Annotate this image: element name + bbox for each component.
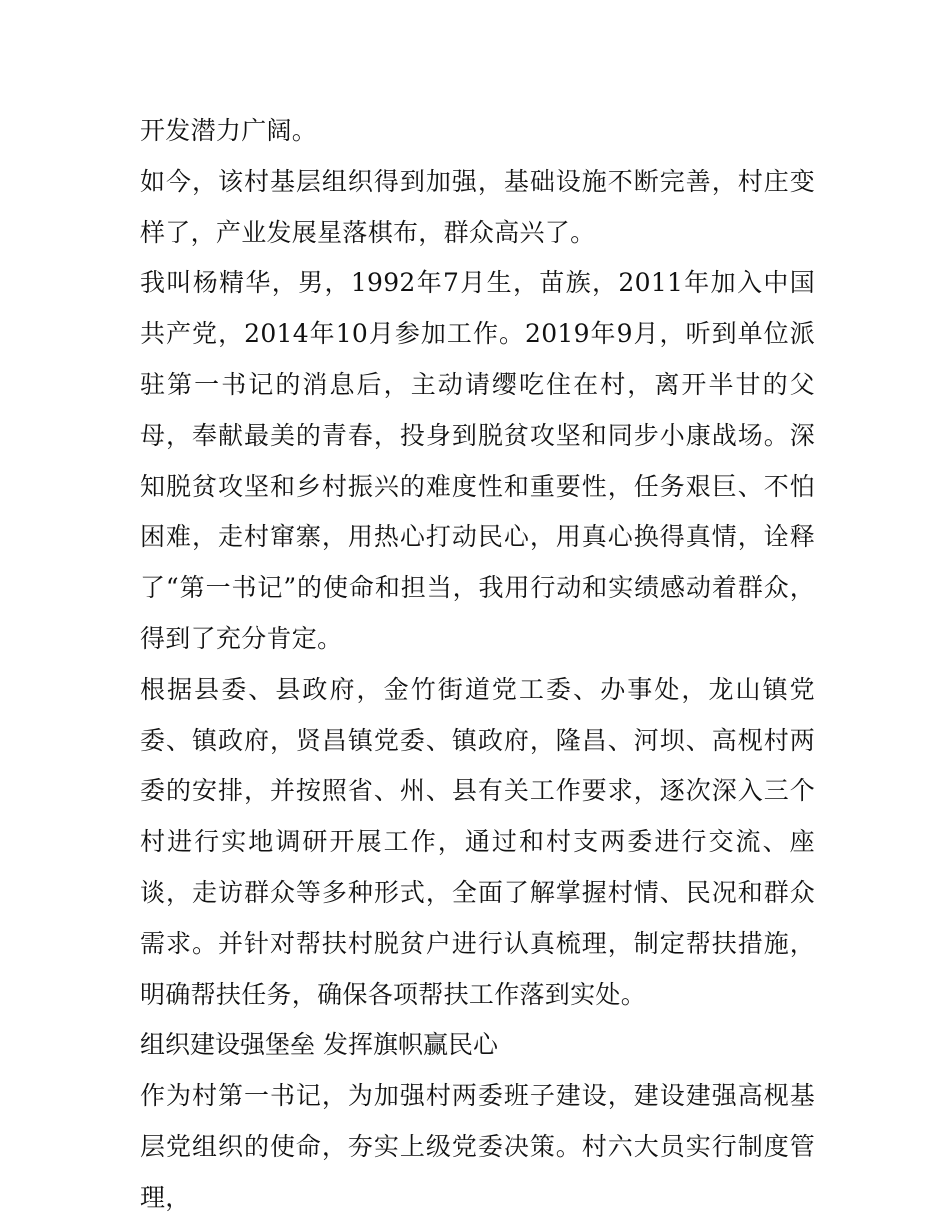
section-heading: 组织建设强堡垒 发挥旗帜赢民心 xyxy=(140,1030,498,1060)
document-body xyxy=(140,106,815,1224)
paragraph-party-building: 作为村第一书记，为加强村两委班子建设，建设建强高枧基层党组织的使命，夯实上级党委决策。村六大员实行制度管理， xyxy=(140,1081,815,1212)
paragraph-self-introduction: 我叫杨精华，男，1992年7月生，苗族，2011年加入中国共产党，2014年10月参加工作。2019年9月，听到单位派驻第一书记的消息后，主动请缨吃住在村，离开半甘的父母，奉献最美的青春，投身到脱贫攻坚和同步小康战场。深知脱贫攻坚和乡村振兴的难度性和重要性，任务艰巨、不怕困难，走村窜寨，用热心打动民心，用真心换得真情，诠释了“第一书记”的使命和担当，我用行动和实绩感动着群众，得到了充分肯定。 xyxy=(140,268,815,653)
paragraph-intro-fragment: 开发潜力广阔。 xyxy=(140,116,318,145)
paragraph-work-arrangement: 根据县委、县政府，金竹街道党工委、办事处，龙山镇党委、镇政府，贤昌镇党委、镇政府，隆昌、河坝、高枧村两委的安排，并按照省、州、县有关工作要求，逐次深入三个村进行实地调研开展工作，通过和村支两委进行交流、座谈，走访群众等多种形式，全面了解掌握村情、民况和群众需求。并针对帮扶村脱贫户进行认真梳理，制定帮扶措施，明确帮扶任务，确保各项帮扶工作落到实处。 xyxy=(140,674,815,1009)
paragraph-village-change: 如今，该村基层组织得到加强，基础设施不断完善，村庄变样了，产业发展星落棋布，群众高兴了。 xyxy=(140,166,815,247)
